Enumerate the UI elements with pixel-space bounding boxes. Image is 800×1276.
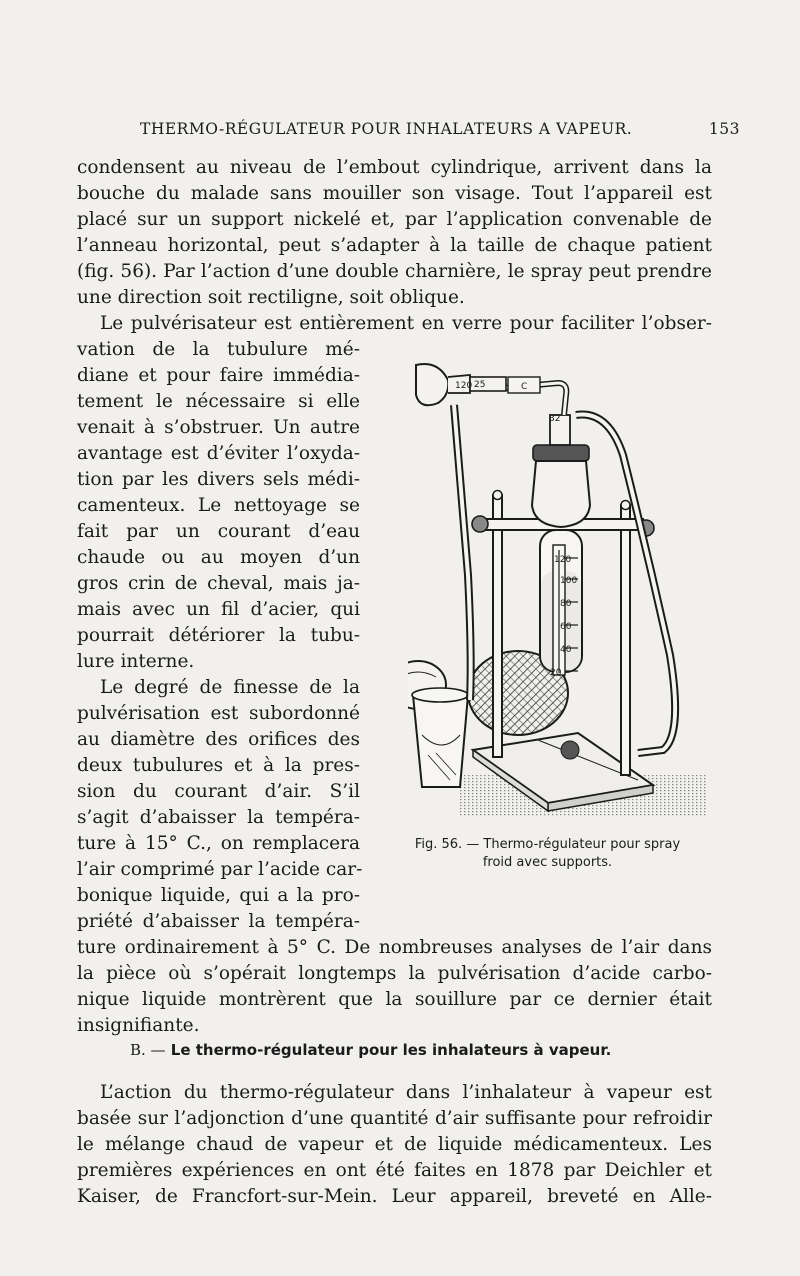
left-support-rod: [493, 495, 502, 757]
text-line: chaude ou au moyen d’un: [77, 547, 360, 568]
vessel-bowl: [532, 461, 590, 527]
text-line: ture à 15° C., on remplacera: [77, 833, 360, 854]
page-number: 153: [708, 120, 740, 138]
scale-label: 40: [560, 645, 572, 655]
text-line: deux tubulures et à la pres-: [77, 755, 360, 776]
section-heading: [130, 1041, 690, 1059]
text-line: condensent au niveau de l’embout cylindrique, arrivent dans la: [77, 157, 712, 178]
text-line: bouche du malade sans mouiller son visage. Tout l’appareil est: [77, 183, 712, 204]
scale-label: 20: [550, 668, 562, 678]
thermo-regulator-figure: [408, 355, 708, 825]
text-line: premières expériences en ont été faites en 1878 par Deichler et: [77, 1160, 712, 1181]
running-head: [140, 120, 740, 142]
text-line: L’action du thermo-régulateur dans l’inhalateur à vapeur est: [100, 1082, 712, 1103]
text-line: ture ordinairement à 5° C. De nombreuses analyses de l’air dans: [77, 937, 712, 958]
caption-line: Fig. 56. — Thermo-régulateur pour spray: [414, 837, 681, 852]
text-line: nique liquide montrèrent que la souillure par ce dernier était: [77, 989, 712, 1010]
tube-label: 32: [549, 414, 561, 424]
text-line: (fig. 56). Par l’action d’une double charnière, le spray peut prendre: [77, 261, 712, 282]
text-line: placé sur un support nickelé et, par l’application convenable de: [77, 209, 712, 230]
text-line: fait par un courant d’eau: [77, 521, 360, 542]
vessel-cap: [533, 445, 589, 461]
section-prefix: B. —: [130, 1041, 166, 1059]
tube-label: C: [521, 382, 528, 392]
text-line: l’air comprimé par l’acide car-: [77, 859, 363, 880]
text-line: tement le nécessaire si elle: [77, 391, 360, 412]
scale-label: 80: [560, 599, 572, 609]
text-line: avantage est d’éviter l’oxyda-: [77, 443, 360, 464]
text-line: lure interne.: [77, 651, 195, 672]
text-line: sion du courant d’air. S’il: [77, 781, 360, 802]
text-line: mais avec un fil d’acier, qui: [77, 599, 360, 620]
text-line: vation de la tubulure mé-: [77, 339, 360, 360]
text-line: tion par les divers sels médi-: [77, 469, 360, 490]
text-line: Kaiser, de Francfort-sur-Mein. Leur appareil, breveté en Alle-: [77, 1186, 712, 1207]
base-screw: [561, 741, 579, 759]
mouthpiece: [416, 364, 448, 405]
text-line: priété d’abaisser la tempéra-: [77, 911, 360, 932]
text-line: s’agit d’abaisser la tempéra-: [77, 807, 360, 828]
section-title: Le thermo-régulateur pour les inhalateurs à vapeur.: [170, 1041, 612, 1059]
running-head-title: THERMO-RÉGULATEUR POUR INHALATEURS A VAPEUR.: [140, 120, 633, 138]
text-line: la pièce où s’opérait longtemps la pulvérisation d’acide carbo-: [77, 963, 712, 984]
text-line: l’anneau horizontal, peut s’adapter à la taille de chaque patient: [77, 235, 712, 256]
scale-label: 100: [560, 576, 578, 586]
text-line: venait à s’obstruer. Un autre: [77, 417, 360, 438]
tube-label: 120: [455, 381, 473, 391]
text-line: pourrait détériorer la tubu-: [77, 625, 360, 646]
apparatus-illustration: [408, 355, 708, 825]
right-support-rod: [621, 505, 630, 775]
figure-caption: [380, 836, 715, 872]
text-line: camenteux. Le nettoyage se: [77, 495, 360, 516]
scale-label: 120: [554, 555, 572, 565]
text-line: Le pulvérisateur est entièrement en verre pour faciliter l’obser-: [100, 313, 712, 334]
text-line: le mélange chaud de vapeur et de liquide médicamenteux. Les: [77, 1134, 712, 1155]
text-line: basée sur l’adjonction d’une quantité d’air suffisante pour refroidir: [77, 1108, 712, 1129]
text-line: pulvérisation est subordonné: [77, 703, 360, 724]
scale-label: 60: [560, 622, 572, 632]
text-line: insignifiante.: [77, 1015, 200, 1036]
tube-label: 25: [474, 380, 486, 390]
text-line: gros crin de cheval, mais ja-: [77, 573, 360, 594]
caption-line: froid avec supports.: [482, 855, 613, 870]
text-line: une direction soit rectiligne, soit oblique.: [77, 287, 465, 308]
glass-beaker: [413, 695, 468, 787]
text-line: diane et pour faire immédia-: [77, 365, 360, 386]
text-line: au diamètre des orifices des: [77, 729, 360, 750]
text-line: bonique liquide, qui a la pro-: [77, 885, 360, 906]
text-line: Le degré de finesse de la: [100, 677, 360, 698]
